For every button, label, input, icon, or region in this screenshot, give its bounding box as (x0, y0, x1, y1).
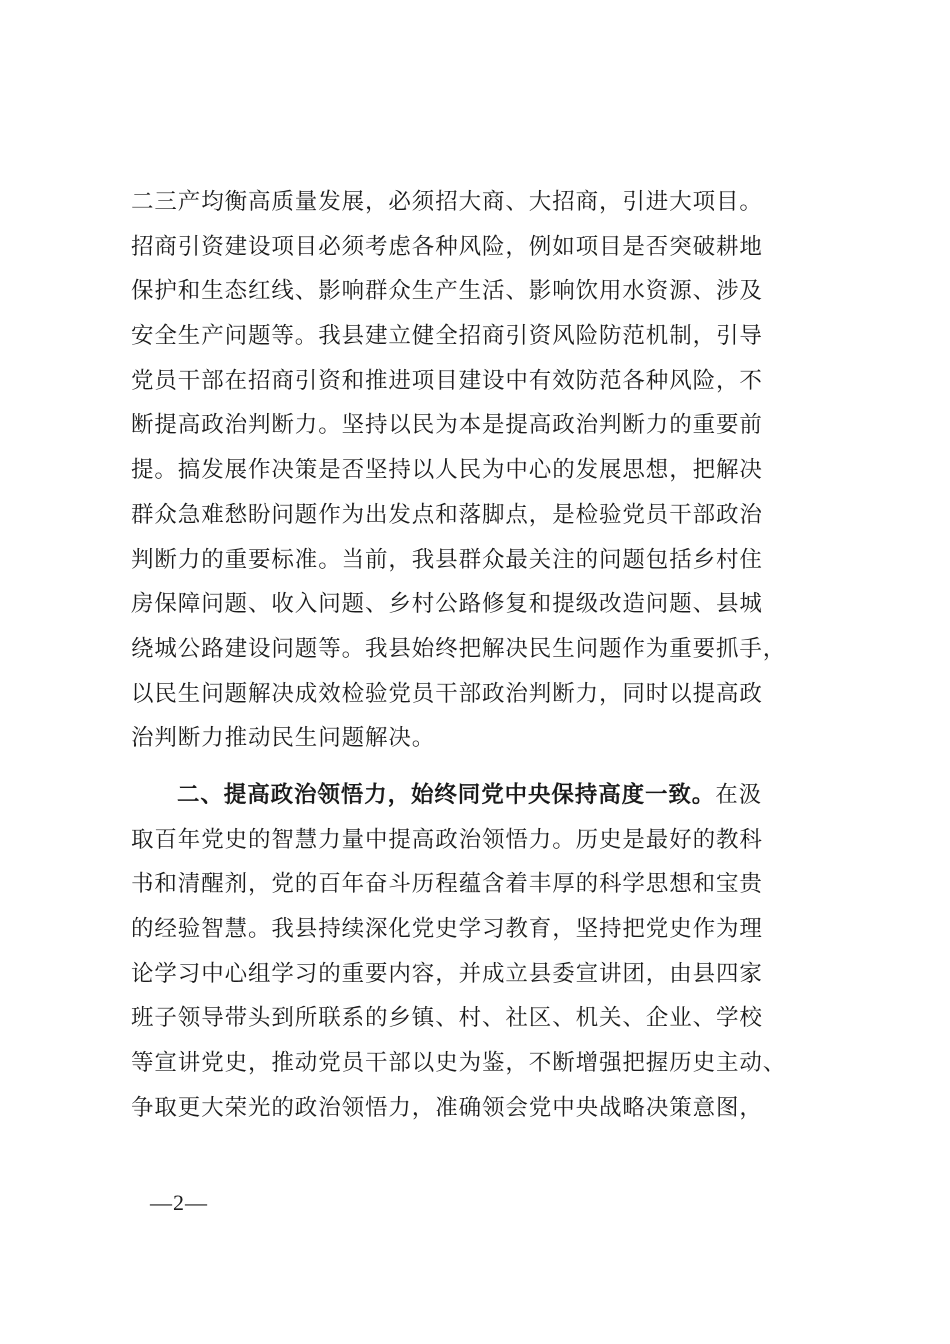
text-line: 安全生产问题等。我县建立健全招商引资风险防范机制，引导 (131, 323, 763, 350)
text-line: 判断力的重要标准。当前，我县群众最关注的问题包括乡村住 (131, 546, 763, 573)
section-heading: 二、提高政治领悟力，始终同党中央保持高度一致。 (177, 781, 716, 808)
paragraph-first-line (131, 773, 831, 818)
text-line: 二三产均衡高质量发展，必须招大商、大招商，引进大项目。 (131, 189, 763, 215)
text-line: 断提高政治判断力。坚持以民为本是提高政治判断力的重要前 (131, 412, 763, 439)
text-line: 保护和生态红线、影响群众生产生活、影响饮用水资源、涉及 (131, 278, 763, 305)
body-text (131, 180, 831, 1130)
paragraph-2 (131, 773, 831, 1131)
text-line: 论学习中心组学习的重要内容，并成立县委宣讲团，由县四家 (131, 960, 763, 987)
text-line: 招商引资建设项目必须考虑各种风险，例如项目是否突破耕地 (131, 233, 763, 260)
text-line: 书和清醒剂，党的百年奋斗历程蕴含着丰厚的科学思想和宝贵 (131, 871, 763, 898)
text-line: 班子领导带头到所联系的乡镇、村、社区、机关、企业、学校 (131, 1005, 763, 1032)
text-line: 绕城公路建设问题等。我县始终把解决民生问题作为重要抓手， (131, 635, 787, 662)
text-line: 群众急难愁盼问题作为出发点和落脚点，是检验党员干部政治 (131, 501, 763, 528)
text-line: 治判断力推动民生问题解决。 (131, 725, 436, 752)
paragraph-spacing (131, 761, 831, 773)
text-line: 提。搞发展作决策是否坚持以人民为中心的发展思想，把解决 (131, 457, 763, 484)
text-line: 以民生问题解决成效检验党员干部政治判断力，同时以提高政 (131, 680, 763, 707)
text-line: 房保障问题、收入问题、乡村公路修复和提级改造问题、县城 (131, 591, 763, 618)
text-line: 取百年党史的智慧力量中提高政治领悟力。历史是最好的教科 (131, 826, 763, 853)
text-line: 党员干部在招商引资和推进项目建设中有效防范各种风险，不 (131, 367, 763, 394)
text-line: 等宣讲党史，推动党员干部以史为鉴，不断增强把握历史主动、 (131, 1050, 787, 1077)
paragraph-1 (131, 180, 831, 761)
text-line: 的经验智慧。我县持续深化党史学习教育，坚持把党史作为理 (131, 916, 763, 942)
text-line: 争取更大荣光的政治领悟力，准确领会党中央战略决策意图， (131, 1094, 763, 1121)
page-number: —2— (150, 1190, 208, 1215)
text-run: 在汲 (715, 781, 763, 808)
